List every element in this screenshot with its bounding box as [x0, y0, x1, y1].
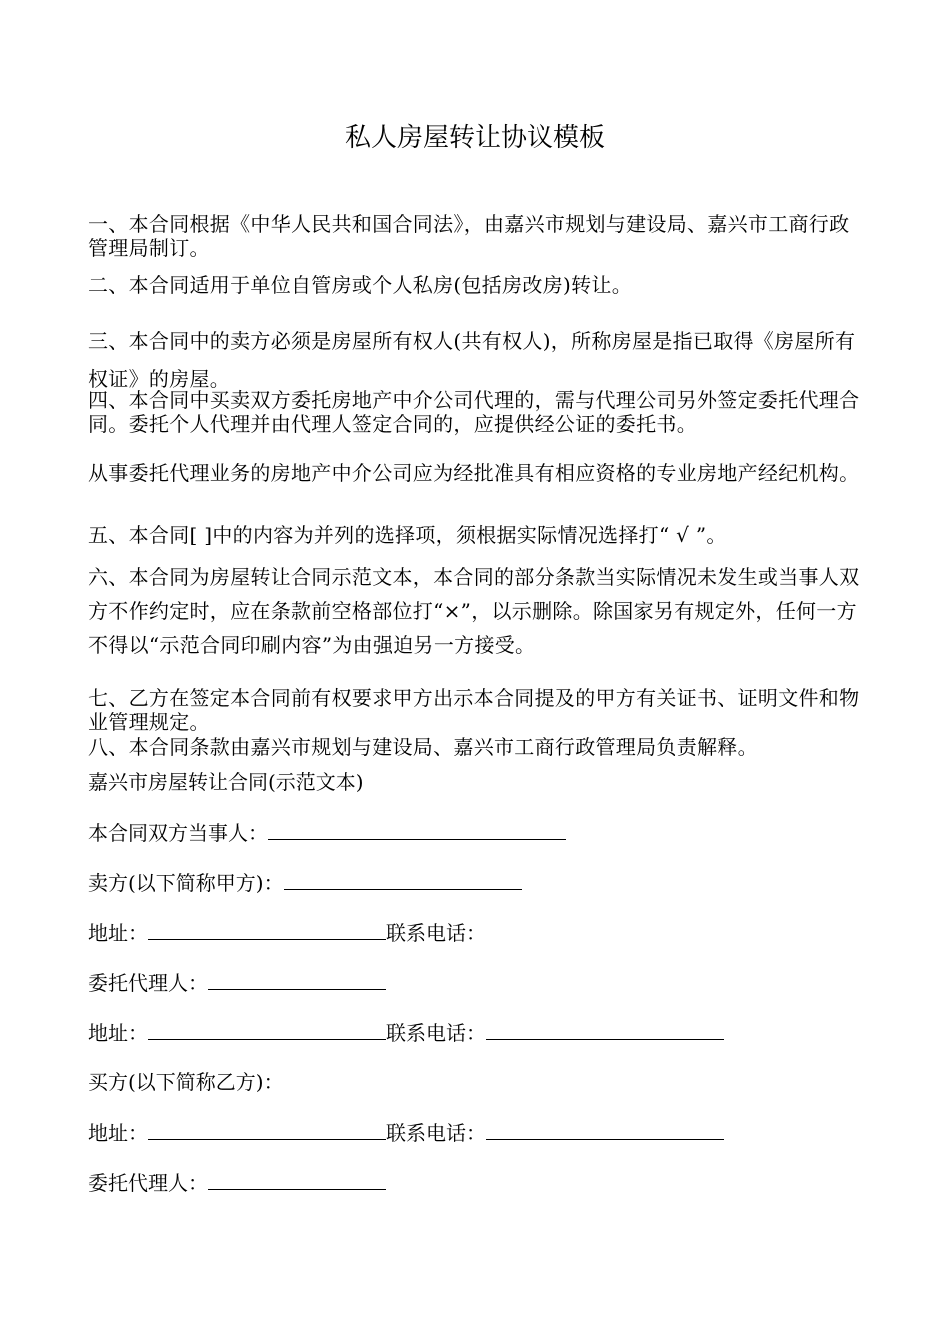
seller-agent-label: 委托代理人： — [88, 971, 208, 995]
contract-name: 嘉兴市房屋转让合同(示范文本) — [88, 770, 364, 794]
seller-label: 卖方(以下简称甲方)： — [88, 871, 284, 895]
buyer-phone-label: 联系电话： — [386, 1121, 486, 1145]
buyer-address-label: 地址： — [88, 1121, 148, 1145]
seller-agent-row — [88, 967, 386, 998]
buyer-agent-blank[interactable] — [208, 1167, 386, 1190]
parties-label: 本合同双方当事人： — [88, 821, 268, 845]
buyer-label: 买方(以下简称乙方)： — [88, 1070, 284, 1094]
seller-address-row — [88, 917, 486, 948]
buyer-address-blank[interactable] — [148, 1117, 386, 1140]
seller-agent-phone-blank[interactable] — [486, 1017, 724, 1040]
note-7: 七、乙方在签定本合同前有权要求甲方出示本合同提及的甲方有关证书、证明文件和物业管理规定。 — [88, 686, 860, 734]
seller-row — [88, 867, 522, 898]
note-5: 五、本合同[ ]中的内容为并列的选择项，须根据实际情况选择打“ √ ”。 — [88, 523, 727, 547]
parties-row — [88, 817, 566, 848]
buyer-phone-blank[interactable] — [486, 1117, 724, 1140]
note-4: 四、本合同中买卖双方委托房地产中介公司代理的，需与代理公司另外签定委托代理合同。委托个人代理并由代理人签定合同的，应提供经公证的委托书。 — [88, 388, 860, 436]
seller-agent-address-blank[interactable] — [148, 1017, 386, 1040]
parties-blank[interactable] — [268, 817, 566, 840]
buyer-agent-row — [88, 1167, 386, 1198]
note-2: 二、本合同适用于单位自管房或个人私房(包括房改房)转让。 — [88, 273, 633, 297]
note-3: 三、本合同中的卖方必须是房屋所有权人(共有权人)，所称房屋是指已取得《房屋所有权证》的房屋。 — [88, 329, 856, 391]
note-8: 八、本合同条款由嘉兴市规划与建设局、嘉兴市工商行政管理局负责解释。 — [88, 735, 758, 759]
seller-address-label: 地址： — [88, 921, 148, 945]
buyer-row — [88, 1067, 284, 1097]
seller-agent-address-label: 地址： — [88, 1021, 148, 1045]
seller-agent-phone-label: 联系电话： — [386, 1021, 486, 1045]
document-title: 私人房屋转让协议模板 — [344, 123, 605, 153]
seller-address-blank[interactable] — [148, 917, 386, 940]
note-1: 一、本合同根据《中华人民共和国合同法》，由嘉兴市规划与建设局、嘉兴市工商行政管理局制订。 — [88, 212, 850, 260]
seller-agent-blank[interactable] — [208, 967, 386, 990]
seller-blank[interactable] — [284, 867, 522, 890]
note-4-continued: 从事委托代理业务的房地产中介公司应为经批准具有相应资格的专业房地产经纪机构。 — [88, 461, 860, 485]
buyer-agent-label: 委托代理人： — [88, 1171, 208, 1195]
seller-agent-address-row — [88, 1017, 724, 1048]
buyer-address-row — [88, 1117, 724, 1148]
note-6: 六、本合同为房屋转让合同示范文本，本合同的部分条款当实际情况未发生或当事人双方不作约定时，应在条款前空格部位打“×”，以示删除。除国家另有规定外，任何一方不得以“示范合同印刷内容”为由强迫另一方接受。 — [88, 565, 860, 657]
seller-phone-label: 联系电话： — [386, 921, 486, 945]
